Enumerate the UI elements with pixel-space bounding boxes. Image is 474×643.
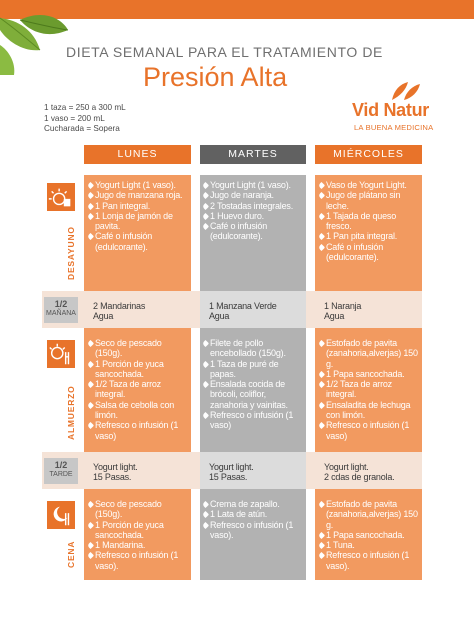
- list-item: 1 Lonja de jamón de pavita.: [88, 211, 188, 232]
- cell-almuerzo-martes: [203, 338, 303, 431]
- list-item: Refresco o infusión (1 vaso): [319, 420, 419, 441]
- label-cena: CENA: [66, 540, 76, 568]
- measurement-notes: [44, 103, 126, 135]
- list-item: Jugo de naranja.: [203, 190, 303, 200]
- list-item: Salsa de cebolla con limón.: [88, 400, 188, 421]
- sunrise-icon: [46, 182, 76, 212]
- list-item: 2 Tostadas integrales.: [203, 201, 303, 211]
- list-item: Yogurt light.: [93, 462, 138, 472]
- list-item: 1 Papa sancochada.: [319, 369, 419, 379]
- header-martes: MARTES: [200, 145, 306, 164]
- sun-meal-icon: [46, 339, 76, 369]
- list-item: 1 Porción de yuca sancochada.: [88, 520, 188, 541]
- cell-media-tarde-martes: [209, 462, 304, 483]
- cell-almuerzo-miercoles: [319, 338, 419, 441]
- list-item: 1 Lata de atún.: [203, 509, 303, 519]
- label-media-tarde: [44, 458, 78, 484]
- list-item: Ensaladita de lechuga con limón.: [319, 400, 419, 421]
- brand-tagline: LA BUENA MEDICINA: [354, 123, 434, 132]
- list-item: Jugo de manzana roja.: [88, 190, 188, 200]
- moon-meal-icon: [46, 500, 76, 530]
- brand-name: Vid Natur: [352, 100, 429, 120]
- list-item: Agua: [324, 311, 345, 322]
- list-item: Café o infusión (edulcorante).: [319, 242, 419, 263]
- list-item: 1 Papa sancochada.: [319, 530, 419, 540]
- list-item: 15 Pasas.: [93, 472, 132, 483]
- cell-media-tarde-lunes: [93, 462, 188, 483]
- cell-media-manana-lunes: [93, 301, 188, 322]
- list-item: Agua: [209, 311, 230, 322]
- list-item: 1 Pan pita integral.: [319, 231, 419, 241]
- vine-leaf-logo-icon: [388, 80, 422, 102]
- list-item: 1 Taza de puré de papas.: [203, 359, 303, 380]
- list-item: 1/2 Taza de arroz integral.: [319, 379, 419, 400]
- list-item: 1 Manzana Verde: [209, 301, 277, 311]
- cell-desayuno-miercoles: [319, 180, 419, 262]
- leaf-icon: [0, 0, 70, 75]
- label-almuerzo: ALMUERZO: [66, 385, 76, 440]
- list-item: Seco de pescado (150g).: [88, 338, 188, 359]
- list-item: Ensalada cocida de brócoli, coliflor, zanahoria y vainitas.: [203, 379, 303, 410]
- list-item: Jugo de plátano sin leche.: [319, 190, 419, 211]
- list-item: Yogurt light.: [209, 462, 254, 472]
- cell-media-manana-martes: [209, 301, 304, 322]
- list-item: Estofado de pavita (zanahoria,alverjas) 150 g.: [319, 338, 419, 369]
- list-item: Yogurt Light (1 vaso).: [203, 180, 303, 190]
- cell-desayuno-lunes: [88, 180, 188, 252]
- list-item: Estofado de pavita (zanahoria,alverjas) 150 g.: [319, 499, 419, 530]
- list-item: Seco de pescado (150g).: [88, 499, 188, 520]
- top-orange-bar: [0, 0, 474, 19]
- cell-cena-miercoles: [319, 499, 419, 571]
- list-item: 1 Porción de yuca sancochada.: [88, 359, 188, 380]
- list-item: 1 Tuna.: [319, 540, 419, 550]
- list-item: Vaso de Yogurt Light.: [319, 180, 419, 190]
- header-miercoles: MIÉRCOLES: [315, 145, 422, 164]
- list-item: Refresco o infusión (1 vaso): [203, 410, 303, 431]
- note-vaso: 1 vaso = 200 mL: [44, 113, 105, 123]
- cell-cena-lunes: [88, 499, 188, 571]
- note-cucharada: Cucharada = Sopera: [44, 124, 120, 134]
- list-item: Refresco o infusión (1 vaso).: [319, 550, 419, 571]
- list-item: Yogurt Light (1 vaso).: [88, 180, 188, 190]
- list-item: Filete de pollo encebollado (150g).: [203, 338, 303, 359]
- list-item: Refresco o infusión (1 vaso).: [88, 550, 188, 571]
- list-item: 1 Pan integral.: [88, 201, 188, 211]
- label-media-manana-word: MAÑANA: [46, 310, 76, 317]
- label-media-tarde-word: TARDE: [49, 471, 73, 478]
- list-item: Café o infusión (edulcorante).: [88, 231, 188, 252]
- cell-media-tarde-miercoles: [324, 462, 419, 483]
- list-item: 2 Mandarinas: [93, 301, 146, 311]
- label-media-tarde-fraction: 1/2: [54, 460, 68, 470]
- label-media-manana-fraction: 1/2: [54, 299, 68, 309]
- list-item: 1 Mandarina.: [88, 540, 188, 550]
- list-item: Refresco o infusión (1 vaso): [88, 420, 188, 441]
- list-item: 1 Naranja: [324, 301, 362, 311]
- list-item: Refresco o infusión (1 vaso).: [203, 520, 303, 541]
- cell-desayuno-martes: [203, 180, 303, 242]
- page-subtitle: DIETA SEMANAL PARA EL TRATAMIENTO DE: [66, 44, 383, 60]
- cell-media-manana-miercoles: [324, 301, 419, 322]
- page-title: Presión Alta: [143, 62, 288, 92]
- header-lunes: LUNES: [84, 145, 191, 164]
- list-item: Yogurt light.: [324, 462, 369, 472]
- list-item: Agua: [93, 311, 114, 322]
- list-item: Crema de zapallo.: [203, 499, 303, 509]
- list-item: 2 cdas de granola.: [324, 472, 395, 483]
- note-taza: 1 taza = 250 a 300 mL: [44, 103, 126, 112]
- list-item: Café o infusión (edulcorante).: [203, 221, 303, 242]
- label-media-manana: [44, 297, 78, 323]
- brand-logo: [352, 80, 464, 136]
- cell-cena-martes: [203, 499, 303, 540]
- list-item: 15 Pasas.: [209, 472, 248, 483]
- label-desayuno: DESAYUNO: [66, 226, 76, 280]
- list-item: 1/2 Taza de arroz integral.: [88, 379, 188, 400]
- cell-almuerzo-lunes: [88, 338, 188, 441]
- list-item: 1 Huevo duro.: [203, 211, 303, 221]
- list-item: 1 Tajada de queso fresco.: [319, 211, 419, 232]
